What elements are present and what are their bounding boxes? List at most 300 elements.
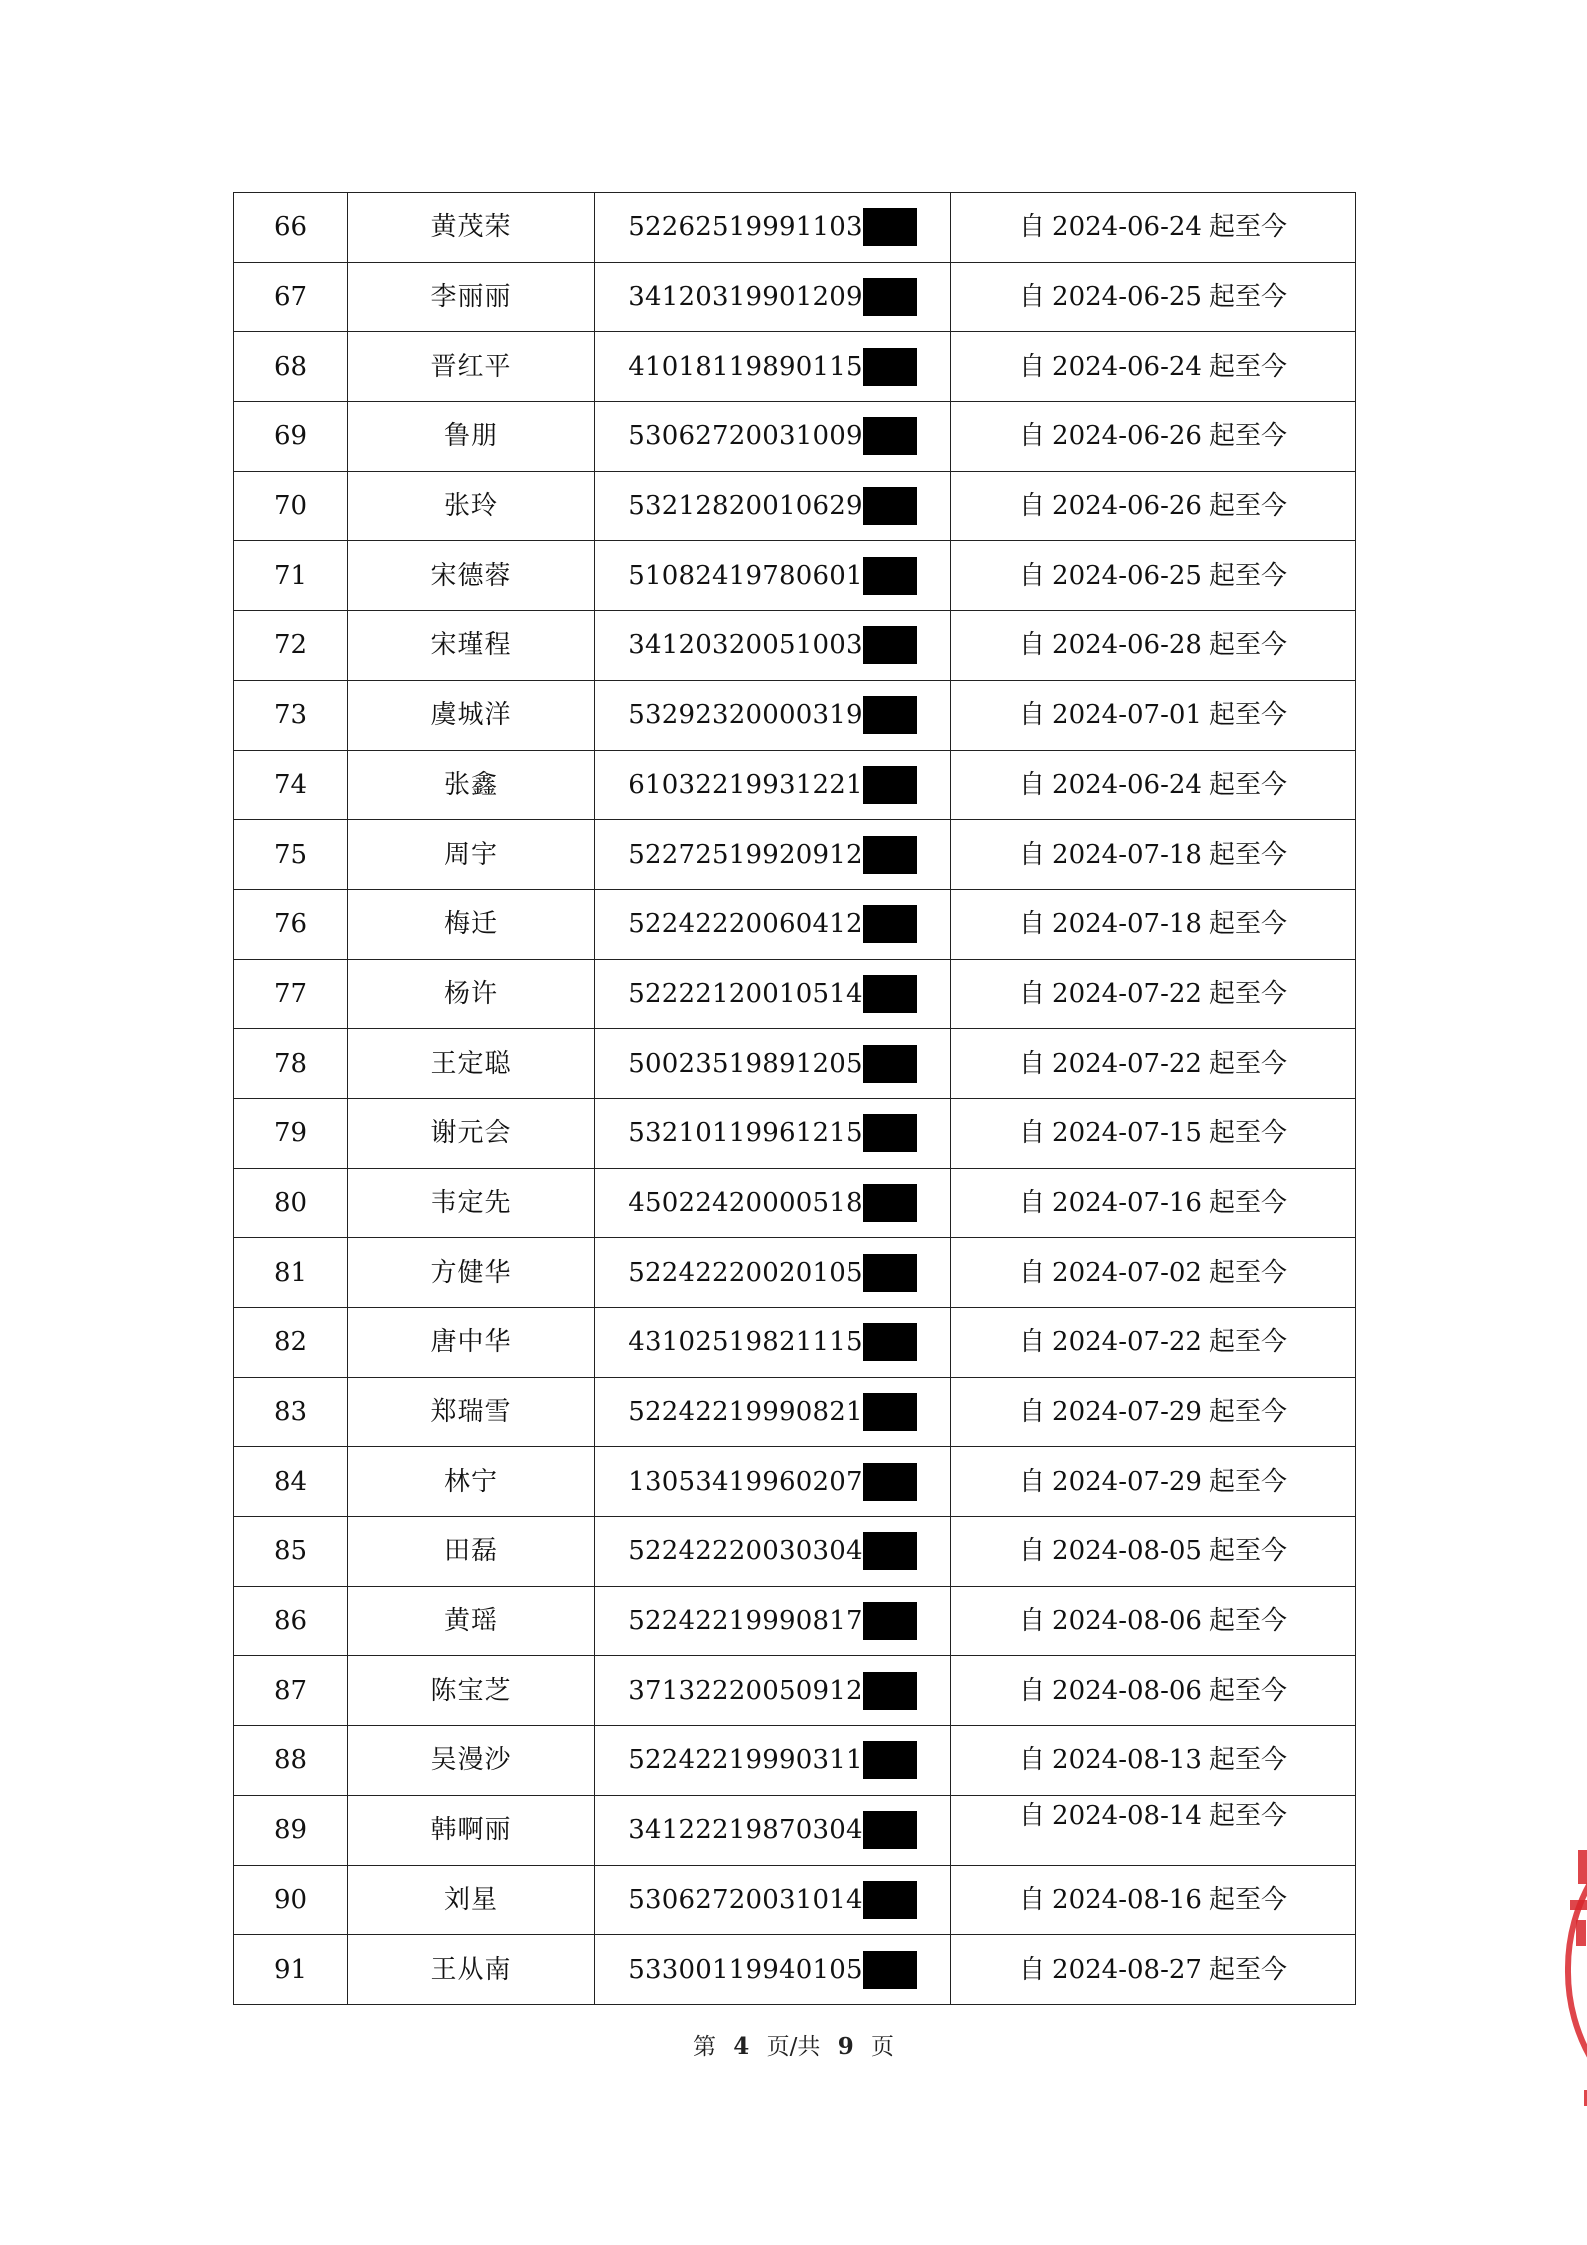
row-number-cell: 83 (234, 1377, 348, 1447)
date-suffix: 起至今 (1208, 351, 1287, 382)
employment-date-text (1019, 1327, 1287, 1357)
redaction-block (863, 1254, 917, 1292)
name-cell: 方健华 (348, 1238, 595, 1308)
redaction-block (863, 766, 917, 804)
employment-date-cell (951, 471, 1356, 541)
redaction-block (863, 1741, 917, 1779)
employment-date-text (1019, 770, 1287, 800)
redaction-block (863, 1602, 917, 1640)
date-prefix: 自 (1019, 1397, 1046, 1428)
redaction-block (863, 696, 917, 734)
row-number-cell: 80 (234, 1168, 348, 1238)
id-number-wrapper (628, 1045, 916, 1083)
employment-date-text (1019, 1536, 1287, 1566)
row-number-cell: 77 (234, 959, 348, 1029)
date-suffix: 起至今 (1208, 282, 1287, 313)
date-prefix: 自 (1019, 1327, 1046, 1358)
employment-date-cell (951, 402, 1356, 472)
table-row (234, 1447, 1356, 1517)
date-prefix: 自 (1019, 1606, 1046, 1637)
date-prefix: 自 (1019, 212, 1046, 243)
row-number-cell: 74 (234, 750, 348, 820)
date-prefix: 自 (1019, 1118, 1046, 1149)
id-number-wrapper (628, 1672, 916, 1710)
table-row (234, 1656, 1356, 1726)
date-prefix: 自 (1019, 769, 1046, 800)
id-number-cell (595, 1865, 951, 1935)
employment-date-text (1019, 1606, 1287, 1636)
employment-date-cell (951, 750, 1356, 820)
date-suffix: 起至今 (1208, 1327, 1287, 1358)
redaction-block (863, 1811, 917, 1849)
date-prefix: 自 (1019, 1801, 1046, 1832)
employment-date-text (1019, 909, 1287, 939)
name-cell: 林宁 (348, 1447, 595, 1517)
table-row (234, 262, 1356, 332)
id-number-visible-digits: 52242219990821 (628, 1397, 863, 1428)
row-number-cell: 71 (234, 541, 348, 611)
name-cell: 宋德蓉 (348, 541, 595, 611)
date-prefix: 自 (1019, 421, 1046, 452)
start-date: 2024-07-18 (1052, 839, 1202, 870)
start-date: 2024-06-25 (1052, 282, 1202, 313)
row-number-cell: 89 (234, 1795, 348, 1865)
footer-label-middle: 页/共 (766, 2034, 821, 2060)
date-prefix: 自 (1019, 282, 1046, 313)
id-number-cell (595, 959, 951, 1029)
id-number-cell (595, 332, 951, 402)
id-number-cell (595, 820, 951, 890)
redaction-block (863, 1045, 917, 1083)
start-date: 2024-07-15 (1052, 1118, 1202, 1149)
start-date: 2024-06-24 (1052, 212, 1202, 243)
table-row (234, 1865, 1356, 1935)
start-date: 2024-08-14 (1052, 1801, 1202, 1832)
row-number-cell: 84 (234, 1447, 348, 1517)
redaction-block (863, 1532, 917, 1570)
row-number-cell: 72 (234, 611, 348, 681)
id-number-wrapper (628, 1951, 916, 1989)
name-cell: 张鑫 (348, 750, 595, 820)
date-suffix: 起至今 (1208, 1954, 1287, 1985)
id-number-cell (595, 193, 951, 263)
employment-date-text (1019, 1801, 1287, 1831)
name-cell: 韦定先 (348, 1168, 595, 1238)
id-number-cell (595, 1795, 951, 1865)
date-suffix: 起至今 (1208, 839, 1287, 870)
table-row (234, 471, 1356, 541)
id-number-wrapper (628, 1323, 916, 1361)
date-suffix: 起至今 (1208, 1187, 1287, 1218)
id-number-cell (595, 1308, 951, 1378)
id-number-cell (595, 1935, 951, 2005)
table-row (234, 611, 1356, 681)
date-suffix: 起至今 (1208, 1801, 1287, 1832)
date-suffix: 起至今 (1208, 1536, 1287, 1567)
employment-date-cell (951, 1726, 1356, 1796)
id-number-cell (595, 1586, 951, 1656)
redaction-block (863, 1463, 917, 1501)
id-number-visible-digits: 52242220030304 (628, 1536, 863, 1567)
redaction-block (863, 1881, 917, 1919)
id-number-visible-digits: 45022420000518 (628, 1187, 863, 1218)
table-row (234, 1168, 1356, 1238)
employment-date-cell (951, 541, 1356, 611)
id-number-visible-digits: 37132220050912 (628, 1675, 863, 1706)
name-cell: 黄瑶 (348, 1586, 595, 1656)
date-prefix: 自 (1019, 560, 1046, 591)
row-number-cell: 76 (234, 889, 348, 959)
employment-date-cell (951, 1586, 1356, 1656)
name-cell: 宋瑾程 (348, 611, 595, 681)
employment-date-text (1019, 1188, 1287, 1218)
id-number-visible-digits: 52222120010514 (628, 978, 863, 1009)
id-number-cell (595, 750, 951, 820)
start-date: 2024-06-24 (1052, 769, 1202, 800)
id-number-visible-digits: 53212820010629 (628, 491, 863, 522)
row-number-cell: 70 (234, 471, 348, 541)
redaction-block (863, 1393, 917, 1431)
row-number-cell: 66 (234, 193, 348, 263)
employment-date-cell (951, 1935, 1356, 2005)
employment-date-text (1019, 1885, 1287, 1915)
id-number-cell (595, 1029, 951, 1099)
footer-page-number: 4 (733, 2033, 750, 2060)
table-row (234, 1098, 1356, 1168)
name-cell: 张玲 (348, 471, 595, 541)
id-number-visible-digits: 52242220020105 (628, 1257, 863, 1288)
start-date: 2024-07-02 (1052, 1257, 1202, 1288)
employment-date-cell (951, 1029, 1356, 1099)
id-number-cell (595, 1098, 951, 1168)
id-number-cell (595, 1726, 951, 1796)
id-number-cell (595, 1238, 951, 1308)
table-row (234, 1586, 1356, 1656)
row-number-cell: 87 (234, 1656, 348, 1726)
name-cell: 陈宝芝 (348, 1656, 595, 1726)
table-row (234, 402, 1356, 472)
id-number-visible-digits: 53210119961215 (628, 1118, 863, 1149)
roster-table (233, 192, 1356, 2005)
employment-date-cell (951, 1447, 1356, 1517)
date-suffix: 起至今 (1208, 1745, 1287, 1776)
name-cell: 刘星 (348, 1865, 595, 1935)
date-suffix: 起至今 (1208, 1466, 1287, 1497)
table-row (234, 820, 1356, 890)
id-number-visible-digits: 61032219931221 (628, 769, 863, 800)
roster-table-body (234, 193, 1356, 2005)
employment-date-cell (951, 1517, 1356, 1587)
row-number-cell: 91 (234, 1935, 348, 2005)
id-number-visible-digits: 51082419780601 (628, 560, 863, 591)
row-number-cell: 85 (234, 1517, 348, 1587)
employment-date-text (1019, 212, 1287, 242)
id-number-wrapper (628, 905, 916, 943)
date-suffix: 起至今 (1208, 769, 1287, 800)
redaction-block (863, 417, 917, 455)
id-number-wrapper (628, 1881, 916, 1919)
id-number-visible-digits: 52242219990311 (628, 1745, 863, 1776)
employment-date-cell (951, 959, 1356, 1029)
table-row (234, 1308, 1356, 1378)
row-number-cell: 79 (234, 1098, 348, 1168)
name-cell: 鲁朋 (348, 402, 595, 472)
id-number-visible-digits: 13053419960207 (628, 1466, 863, 1497)
id-number-wrapper (628, 1811, 916, 1849)
date-prefix: 自 (1019, 1675, 1046, 1706)
table-row (234, 1517, 1356, 1587)
date-suffix: 起至今 (1208, 1606, 1287, 1637)
start-date: 2024-06-26 (1052, 421, 1202, 452)
id-number-cell (595, 1168, 951, 1238)
id-number-wrapper (628, 1532, 916, 1570)
id-number-visible-digits: 34122219870304 (628, 1815, 863, 1846)
id-number-visible-digits: 34120319901209 (628, 282, 863, 313)
date-suffix: 起至今 (1208, 1118, 1287, 1149)
employment-date-text (1019, 1467, 1287, 1497)
footer-label-before: 第 (692, 2034, 716, 2060)
id-number-wrapper (628, 1463, 916, 1501)
employment-date-text (1019, 1049, 1287, 1079)
start-date: 2024-07-22 (1052, 1327, 1202, 1358)
employment-date-text (1019, 421, 1287, 451)
footer-label-after: 页 (871, 2034, 895, 2060)
employment-date-cell (951, 193, 1356, 263)
table-row (234, 1935, 1356, 2005)
id-number-wrapper (628, 278, 916, 316)
table-row (234, 1238, 1356, 1308)
date-suffix: 起至今 (1208, 1884, 1287, 1915)
id-number-wrapper (628, 1602, 916, 1640)
employment-date-cell (951, 1308, 1356, 1378)
name-cell: 吴漫沙 (348, 1726, 595, 1796)
date-prefix: 自 (1019, 630, 1046, 661)
id-number-wrapper (628, 836, 916, 874)
date-suffix: 起至今 (1208, 560, 1287, 591)
date-prefix: 自 (1019, 491, 1046, 522)
date-suffix: 起至今 (1208, 1675, 1287, 1706)
redaction-block (863, 836, 917, 874)
id-number-visible-digits: 53292320000319 (628, 700, 863, 731)
id-number-visible-digits: 52242220060412 (628, 909, 863, 940)
employment-date-text (1019, 1745, 1287, 1775)
date-suffix: 起至今 (1208, 978, 1287, 1009)
redaction-block (863, 1184, 917, 1222)
redaction-block (863, 1323, 917, 1361)
name-cell: 韩啊丽 (348, 1795, 595, 1865)
start-date: 2024-06-26 (1052, 491, 1202, 522)
id-number-cell (595, 402, 951, 472)
id-number-visible-digits: 52242219990817 (628, 1606, 863, 1637)
redaction-block (863, 208, 917, 246)
redaction-block (863, 557, 917, 595)
redaction-block (863, 975, 917, 1013)
table-row (234, 959, 1356, 1029)
start-date: 2024-08-05 (1052, 1536, 1202, 1567)
name-cell: 周宇 (348, 820, 595, 890)
table-row (234, 332, 1356, 402)
start-date: 2024-08-27 (1052, 1954, 1202, 1985)
id-number-wrapper (628, 1254, 916, 1292)
table-row (234, 1029, 1356, 1099)
id-number-wrapper (628, 1741, 916, 1779)
row-number-cell: 68 (234, 332, 348, 402)
date-suffix: 起至今 (1208, 700, 1287, 731)
row-number-cell: 86 (234, 1586, 348, 1656)
employment-date-text (1019, 1676, 1287, 1706)
id-number-visible-digits: 53062720031014 (628, 1884, 863, 1915)
id-number-wrapper (628, 1393, 916, 1431)
employment-date-cell (951, 820, 1356, 890)
date-suffix: 起至今 (1208, 630, 1287, 661)
redaction-block (863, 1114, 917, 1152)
table-row (234, 889, 1356, 959)
date-suffix: 起至今 (1208, 909, 1287, 940)
employment-date-text (1019, 840, 1287, 870)
start-date: 2024-08-16 (1052, 1884, 1202, 1915)
employment-date-text (1019, 630, 1287, 660)
start-date: 2024-07-22 (1052, 978, 1202, 1009)
row-number-cell: 81 (234, 1238, 348, 1308)
id-number-visible-digits: 43102519821115 (628, 1327, 863, 1358)
date-suffix: 起至今 (1208, 421, 1287, 452)
id-number-wrapper (628, 696, 916, 734)
table-row (234, 1377, 1356, 1447)
date-prefix: 自 (1019, 909, 1046, 940)
id-number-cell (595, 471, 951, 541)
id-number-cell (595, 889, 951, 959)
row-number-cell: 78 (234, 1029, 348, 1099)
row-number-cell: 75 (234, 820, 348, 890)
name-cell: 梅迁 (348, 889, 595, 959)
row-number-cell: 73 (234, 680, 348, 750)
employment-date-text (1019, 352, 1287, 382)
employment-date-cell (951, 1238, 1356, 1308)
start-date: 2024-06-28 (1052, 630, 1202, 661)
employment-date-text (1019, 561, 1287, 591)
employment-date-text (1019, 979, 1287, 1009)
employment-date-cell (951, 680, 1356, 750)
id-number-wrapper (628, 487, 916, 525)
redaction-block (863, 626, 917, 664)
employment-date-text (1019, 1397, 1287, 1427)
date-prefix: 自 (1019, 1187, 1046, 1218)
employment-date-cell (951, 611, 1356, 681)
row-number-cell: 88 (234, 1726, 348, 1796)
row-number-cell: 82 (234, 1308, 348, 1378)
start-date: 2024-08-06 (1052, 1675, 1202, 1706)
employment-date-cell (951, 1865, 1356, 1935)
id-number-wrapper (628, 348, 916, 386)
date-prefix: 自 (1019, 1954, 1046, 1985)
id-number-visible-digits: 52272519920912 (628, 839, 863, 870)
employment-date-cell (951, 1377, 1356, 1447)
employment-date-cell (951, 1098, 1356, 1168)
date-prefix: 自 (1019, 978, 1046, 1009)
redaction-block (863, 1951, 917, 1989)
id-number-cell (595, 1656, 951, 1726)
id-number-wrapper (628, 208, 916, 246)
start-date: 2024-06-25 (1052, 560, 1202, 591)
id-number-cell (595, 1377, 951, 1447)
id-number-visible-digits: 53062720031009 (628, 421, 863, 452)
table-row (234, 1726, 1356, 1796)
table-row (234, 1795, 1356, 1865)
redaction-block (863, 348, 917, 386)
date-suffix: 起至今 (1208, 212, 1287, 243)
id-number-cell (595, 262, 951, 332)
name-cell: 唐中华 (348, 1308, 595, 1378)
row-number-cell: 69 (234, 402, 348, 472)
name-cell: 黄茂荣 (348, 193, 595, 263)
employment-date-text (1019, 282, 1287, 312)
id-number-cell (595, 1447, 951, 1517)
name-cell: 郑瑞雪 (348, 1377, 595, 1447)
id-number-visible-digits: 50023519891205 (628, 1048, 863, 1079)
start-date: 2024-07-29 (1052, 1397, 1202, 1428)
start-date: 2024-06-24 (1052, 351, 1202, 382)
date-prefix: 自 (1019, 1466, 1046, 1497)
employment-date-text (1019, 700, 1287, 730)
id-number-cell (595, 611, 951, 681)
id-number-wrapper (628, 557, 916, 595)
name-cell: 谢元会 (348, 1098, 595, 1168)
id-number-cell (595, 1517, 951, 1587)
row-number-cell: 90 (234, 1865, 348, 1935)
name-cell: 李丽丽 (348, 262, 595, 332)
redaction-block (863, 278, 917, 316)
id-number-wrapper (628, 766, 916, 804)
date-prefix: 自 (1019, 1884, 1046, 1915)
start-date: 2024-08-13 (1052, 1745, 1202, 1776)
id-number-visible-digits: 52262519991103 (628, 212, 863, 243)
date-suffix: 起至今 (1208, 491, 1287, 522)
employment-date-text (1019, 1955, 1287, 1985)
id-number-wrapper (628, 417, 916, 455)
employment-date-cell (951, 1795, 1356, 1865)
table-row (234, 541, 1356, 611)
start-date: 2024-07-01 (1052, 700, 1202, 731)
employment-date-cell (951, 262, 1356, 332)
id-number-visible-digits: 34120320051003 (628, 630, 863, 661)
start-date: 2024-07-22 (1052, 1048, 1202, 1079)
start-date: 2024-07-16 (1052, 1187, 1202, 1218)
start-date: 2024-08-06 (1052, 1606, 1202, 1637)
date-suffix: 起至今 (1208, 1048, 1287, 1079)
redaction-block (863, 905, 917, 943)
table-row (234, 193, 1356, 263)
employment-date-text (1019, 491, 1287, 521)
id-number-cell (595, 541, 951, 611)
date-prefix: 自 (1019, 351, 1046, 382)
start-date: 2024-07-29 (1052, 1466, 1202, 1497)
row-number-cell: 67 (234, 262, 348, 332)
redaction-block (863, 487, 917, 525)
table-row (234, 680, 1356, 750)
seal-stamp-icon (1548, 1790, 1587, 2150)
employment-date-cell (951, 1168, 1356, 1238)
date-prefix: 自 (1019, 1048, 1046, 1079)
employment-date-cell (951, 1656, 1356, 1726)
id-number-wrapper (628, 1184, 916, 1222)
footer-total-pages: 9 (837, 2033, 854, 2060)
redaction-block (863, 1672, 917, 1710)
id-number-visible-digits: 53300119940105 (628, 1954, 863, 1985)
id-number-cell (595, 680, 951, 750)
name-cell: 晋红平 (348, 332, 595, 402)
date-prefix: 自 (1019, 700, 1046, 731)
employment-date-cell (951, 889, 1356, 959)
